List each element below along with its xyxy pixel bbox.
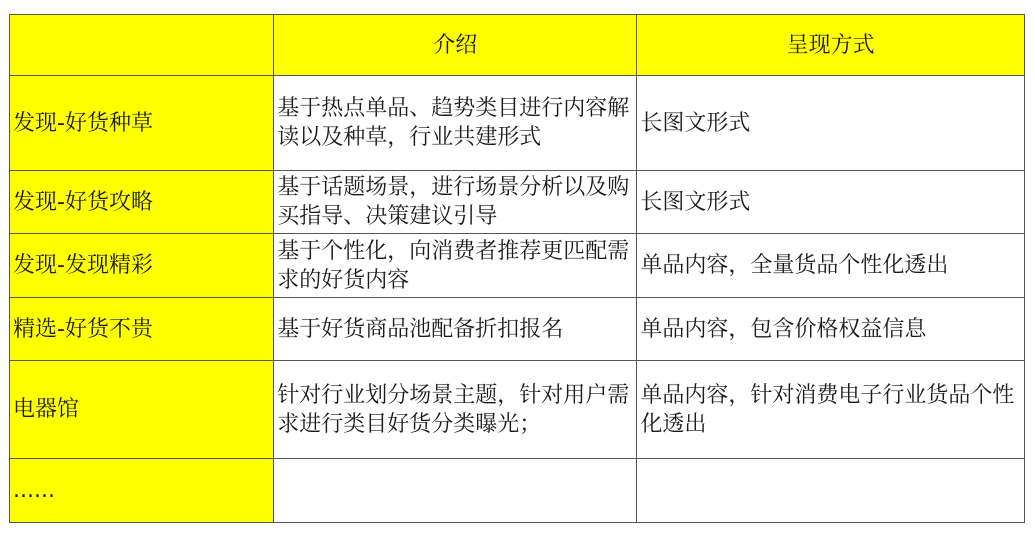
row-name-cell: 发现-好货攻略	[10, 171, 274, 234]
row-intro-cell	[274, 459, 637, 523]
header-row	[10, 15, 1025, 76]
channel-table	[9, 14, 1025, 523]
table-row	[10, 298, 1025, 361]
table-row	[10, 76, 1025, 171]
row-presentation-cell: 长图文形式	[637, 171, 1025, 234]
header-cell-presentation: 呈现方式	[637, 15, 1025, 76]
row-name-cell: ......	[10, 459, 274, 523]
table-row	[10, 171, 1025, 234]
header-cell-intro: 介绍	[274, 15, 637, 76]
row-intro-cell: 基于好货商品池配备折扣报名	[274, 298, 637, 361]
row-presentation-cell	[637, 459, 1025, 523]
row-presentation-cell: 长图文形式	[637, 76, 1025, 171]
table-row	[10, 459, 1025, 523]
row-presentation-cell: 单品内容，全量货品个性化透出	[637, 234, 1025, 298]
table-row	[10, 361, 1025, 459]
row-name-cell: 精选-好货不贵	[10, 298, 274, 361]
row-intro-cell: 基于话题场景，进行场景分析以及购买指导、决策建议引导	[274, 171, 637, 234]
table-row	[10, 234, 1025, 298]
row-intro-cell: 针对行业划分场景主题，针对用户需求进行类目好货分类曝光；	[274, 361, 637, 459]
row-name-cell: 发现-发现精彩	[10, 234, 274, 298]
row-name-cell: 发现-好货种草	[10, 76, 274, 171]
row-intro-cell: 基于热点单品、趋势类目进行内容解读以及种草，行业共建形式	[274, 76, 637, 171]
row-name-cell: 电器馆	[10, 361, 274, 459]
row-presentation-cell: 单品内容，针对消费电子行业货品个性化透出	[637, 361, 1025, 459]
row-intro-cell: 基于个性化，向消费者推荐更匹配需求的好货内容	[274, 234, 637, 298]
header-cell-empty	[10, 15, 274, 76]
row-presentation-cell: 单品内容，包含价格权益信息	[637, 298, 1025, 361]
